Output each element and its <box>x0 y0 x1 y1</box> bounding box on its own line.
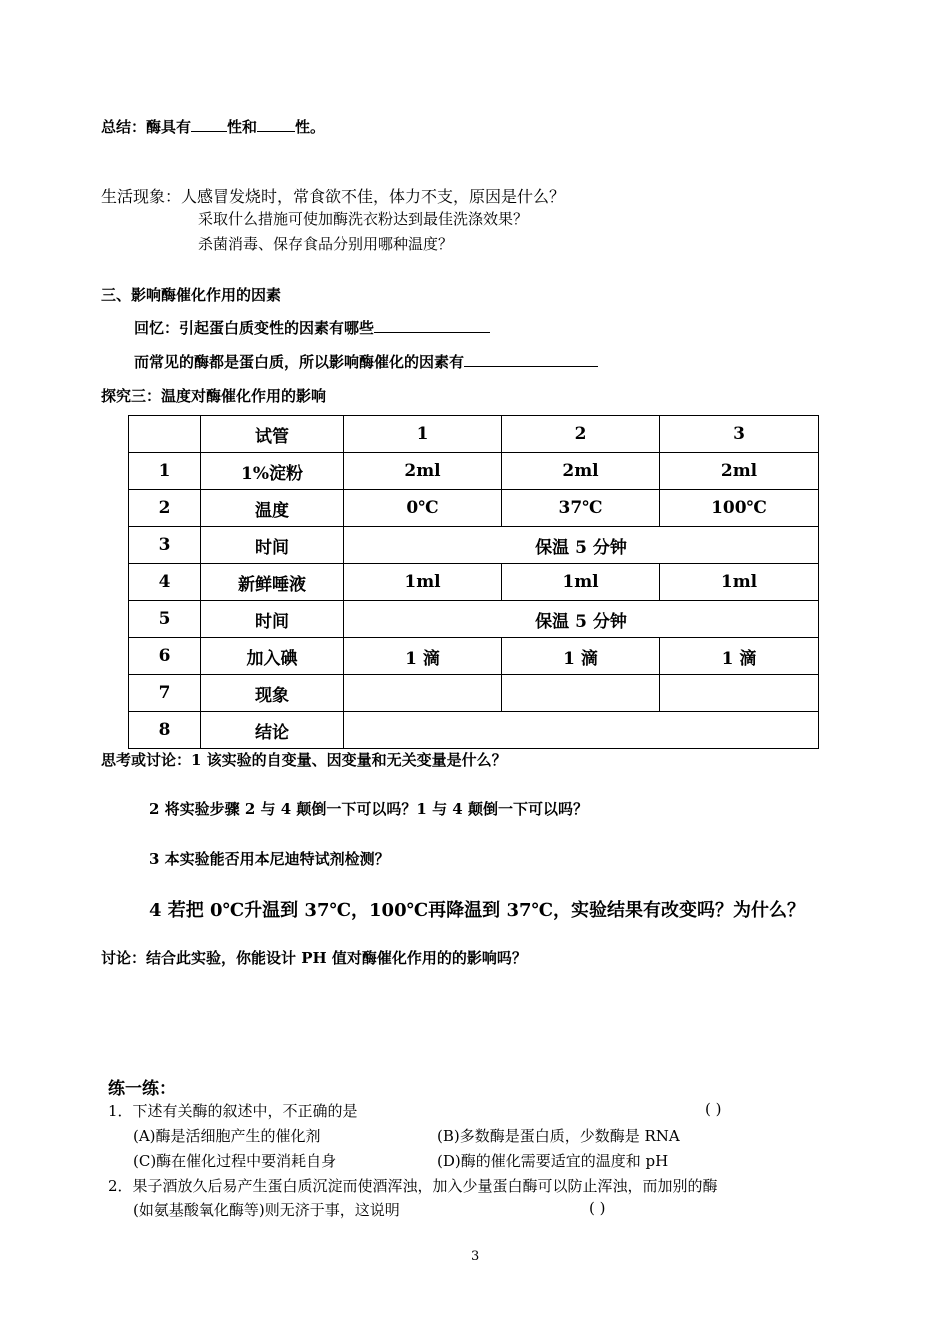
discussion-q1: 思考或讨论：1 该实验的自变量、因变量和无关变量是什么？ <box>101 751 507 769</box>
life-q2: 采取什么措施可使加酶洗衣粉达到最佳洗涤效果？ <box>198 210 529 228</box>
table-cell: 1ml <box>344 564 502 601</box>
table-cell: 2ml <box>502 453 660 490</box>
practice-q2-line1: 2．果子酒放久后易产生蛋白质沉淀而使酒浑浊，加入少量蛋白酶可以防止浑浊，而加别的酶 <box>108 1177 718 1195</box>
table-cell: 温度 <box>201 490 344 527</box>
table-cell: 1ml <box>502 564 660 601</box>
summary-suffix: 性。 <box>295 118 326 136</box>
table-cell <box>660 675 819 712</box>
table-row <box>129 527 819 564</box>
table-cell: 结论 <box>201 712 344 749</box>
table-cell: 7 <box>129 675 201 712</box>
common-text: 而常见的酶都是蛋白质，所以影响酶催化的因素有 <box>134 353 465 371</box>
table-cell: 8 <box>129 712 201 749</box>
blank-1 <box>191 116 227 132</box>
experiment-table <box>128 415 819 749</box>
practice-q2-line2: (如氨基酸氧化酶等)则无济于事，这说明 <box>133 1201 400 1219</box>
table-cell-merged: 保温 5 分钟 <box>344 601 819 638</box>
table-row <box>129 453 819 490</box>
table-cell: 6 <box>129 638 201 675</box>
table-cell: 5 <box>129 601 201 638</box>
table-cell-merged <box>344 712 819 749</box>
table-cell: 时间 <box>201 601 344 638</box>
table-header-row <box>129 416 819 453</box>
blank-2 <box>257 116 295 132</box>
option-c: (C)酶在催化过程中要消耗自身 <box>133 1152 337 1170</box>
table-cell: 3 <box>129 527 201 564</box>
life-line-1 <box>101 184 565 207</box>
table-cell: 2 <box>502 416 660 453</box>
summary-prefix: 总结：酶具有 <box>101 118 192 136</box>
summary-line <box>101 116 325 137</box>
life-label: 生活现象： <box>101 187 182 206</box>
table-row <box>129 601 819 638</box>
discussion-q3: 3 本实验能否用本尼迪特试剂检测？ <box>149 850 390 868</box>
life-q3: 杀菌消毒、保存食品分别用哪种温度？ <box>198 235 454 253</box>
table-row <box>129 712 819 749</box>
table-cell: 现象 <box>201 675 344 712</box>
table-cell <box>502 675 660 712</box>
life-q1: 人感冒发烧时，常食欲不佳，体力不支，原因是什么？ <box>181 187 566 206</box>
table-cell: 时间 <box>201 527 344 564</box>
table-cell: 1 滴 <box>660 638 819 675</box>
table-cell-merged: 保温 5 分钟 <box>344 527 819 564</box>
table-cell: 加入碘 <box>201 638 344 675</box>
table-cell: 1%淀粉 <box>201 453 344 490</box>
table-row <box>129 675 819 712</box>
table-cell <box>129 416 201 453</box>
practice-q2-answer-paren: ( ) <box>589 1199 606 1217</box>
table-cell: 2ml <box>344 453 502 490</box>
discussion-q4: 4 若把 0℃升温到 37℃，100℃再降温到 37℃，实验结果有改变吗？为什么？ <box>149 900 806 921</box>
common-line <box>134 351 598 372</box>
table-cell: 2 <box>129 490 201 527</box>
table-cell: 37℃ <box>502 490 660 527</box>
practice-heading: 练一练： <box>108 1079 176 1099</box>
table-cell: 1 <box>344 416 502 453</box>
blank-3 <box>374 317 490 333</box>
discussion-ph: 讨论：结合此实验，你能设计 PH 值对酶催化作用的的影响吗？ <box>101 949 527 967</box>
table-cell: 2ml <box>660 453 819 490</box>
summary-mid: 性和 <box>227 118 258 136</box>
option-a: (A)酶是活细胞产生的催化剂 <box>133 1127 321 1145</box>
table-cell: 试管 <box>201 416 344 453</box>
blank-4 <box>464 351 598 367</box>
table-cell: 1 滴 <box>344 638 502 675</box>
table-cell: 0℃ <box>344 490 502 527</box>
practice-q1: 1．下述有关酶的叙述中，不正确的是 <box>108 1102 358 1120</box>
recall-line <box>134 317 490 338</box>
table-cell <box>344 675 502 712</box>
explore-title: 探究三：温度对酶催化作用的影响 <box>101 387 327 405</box>
table-cell: 1 <box>129 453 201 490</box>
table-row <box>129 490 819 527</box>
option-d: (D)酶的催化需要适宜的温度和 pH <box>437 1152 669 1170</box>
table-cell: 1ml <box>660 564 819 601</box>
table-cell: 新鲜唾液 <box>201 564 344 601</box>
section3-heading: 三、影响酶催化作用的因素 <box>101 286 282 304</box>
table-cell: 1 滴 <box>502 638 660 675</box>
page-number: 3 <box>471 1249 480 1264</box>
table-row <box>129 638 819 675</box>
option-b: (B)多数酶是蛋白质，少数酶是 RNA <box>437 1127 680 1145</box>
table-cell: 3 <box>660 416 819 453</box>
recall-text: 回忆：引起蛋白质变性的因素有哪些 <box>134 319 375 337</box>
table-cell: 100℃ <box>660 490 819 527</box>
practice-q1-answer-paren: ( ) <box>705 1100 722 1118</box>
table-row <box>129 564 819 601</box>
table-cell: 4 <box>129 564 201 601</box>
discussion-q2: 2 将实验步骤 2 与 4 颠倒一下可以吗？1 与 4 颠倒一下可以吗？ <box>149 800 588 818</box>
